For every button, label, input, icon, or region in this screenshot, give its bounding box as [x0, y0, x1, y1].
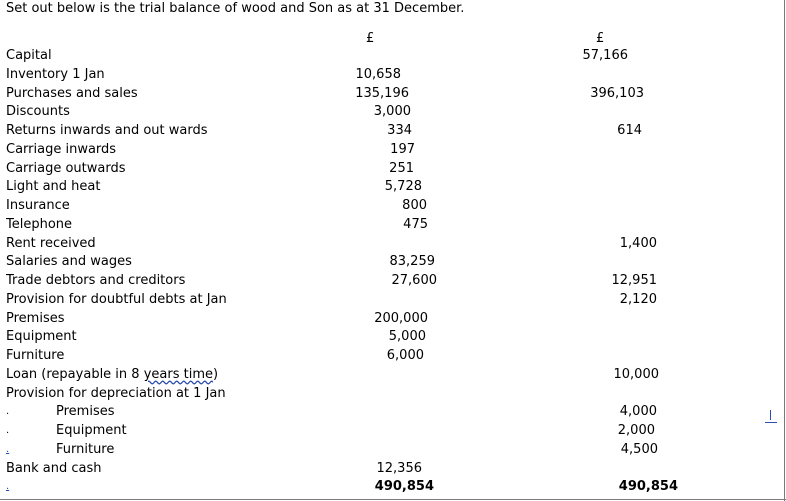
- debit-amount: 5,000: [388, 329, 426, 345]
- debit-amount: 5,728: [384, 179, 422, 195]
- trial-balance-row: [0, 422, 784, 441]
- account-label: Provision for depreciation at 1 Jan: [6, 385, 226, 401]
- account-label: Equipment: [6, 329, 77, 345]
- account-label: Rent received: [6, 235, 96, 251]
- page-border-right: [784, 0, 785, 501]
- trial-balance-row: [0, 216, 784, 235]
- trial-balance-row: [0, 178, 784, 197]
- trial-balance-row: [0, 441, 784, 460]
- trial-balance-row: [0, 403, 784, 422]
- debit-amount: 251: [389, 160, 414, 176]
- trial-balance-row: [0, 347, 784, 366]
- credit-column-header: £: [596, 31, 605, 46]
- debit-amount: 3,000: [373, 104, 411, 120]
- account-label: Salaries and wages: [6, 254, 132, 270]
- account-label: Returns inwards and out wards: [6, 123, 208, 138]
- account-label: Bank and cash: [6, 460, 102, 476]
- credit-amount: 2,000: [617, 423, 655, 438]
- trial-balance-row: [0, 122, 784, 141]
- account-label: Light and heat: [6, 179, 101, 195]
- spelling-flag-underline: years time: [143, 366, 213, 382]
- account-label: Furniture: [56, 441, 115, 457]
- account-label: Premises: [56, 404, 115, 420]
- account-label: Telephone: [6, 216, 73, 232]
- credit-amount: 57,166: [582, 48, 628, 63]
- debit-amount: 83,259: [389, 254, 435, 270]
- loan-label-prefix: Loan (repayable in 8: [6, 366, 144, 382]
- trial-balance-row: [0, 291, 784, 310]
- credit-amount: 1,400: [619, 235, 657, 251]
- account-label: Capital: [6, 48, 52, 63]
- debit-amount: 197: [390, 141, 415, 157]
- credit-amount: 396,103: [590, 85, 644, 101]
- trial-balance-row: [0, 385, 784, 404]
- intro-text: Set out below is the trial balance of wood and Son as at 31 December.: [6, 1, 465, 16]
- loan-label-suffix: ): [212, 366, 219, 382]
- debit-amount: 200,000: [374, 310, 428, 326]
- credit-amount: 4,000: [619, 404, 657, 420]
- trial-balance-row: [0, 253, 784, 272]
- trial-balance-row: [0, 141, 784, 160]
- account-label: Purchases and sales: [6, 85, 138, 101]
- trial-balance-row: [0, 197, 784, 216]
- account-label: Insurance: [6, 198, 70, 213]
- trial-balance-row: [0, 235, 784, 254]
- credit-amount: 614: [617, 123, 642, 138]
- trial-balance-row: [0, 47, 784, 66]
- debit-column-header: £: [366, 31, 375, 46]
- account-label: Premises: [6, 310, 65, 326]
- trial-balance-row: [0, 460, 784, 479]
- account-label: [6, 366, 218, 384]
- credit-amount: 12,951: [611, 273, 657, 288]
- debit-amount: 135,196: [355, 85, 409, 101]
- totals-row: [0, 478, 784, 497]
- bullet-dot-icon: .: [6, 406, 10, 418]
- bullet-dot-icon: .: [6, 481, 10, 493]
- bullet-dot-icon: .: [6, 425, 10, 436]
- trial-balance-row: [0, 66, 784, 85]
- edit-marker-icon: [765, 412, 777, 423]
- account-label: Carriage inwards: [6, 141, 117, 157]
- debit-amount: 800: [402, 198, 427, 213]
- account-label: Provision for doubtful debts at Jan: [6, 291, 227, 307]
- bullet-dot-icon: .: [6, 443, 10, 455]
- trial-balance-row: [0, 366, 784, 385]
- account-label: Discounts: [6, 104, 70, 120]
- debit-amount: 334: [387, 123, 412, 138]
- debit-amount: 27,600: [391, 273, 437, 288]
- account-label: Trade debtors and creditors: [6, 273, 186, 288]
- trial-balance-row: [0, 160, 784, 179]
- account-label: Carriage outwards: [6, 160, 126, 176]
- account-label: Equipment: [56, 423, 127, 438]
- trial-balance-row: [0, 85, 784, 104]
- page-border-bottom: [0, 499, 786, 500]
- trial-balance-row: [0, 310, 784, 329]
- credit-amount: 10,000: [613, 366, 659, 382]
- debit-amount: 475: [403, 216, 428, 232]
- debit-amount: 12,356: [376, 460, 422, 476]
- trial-balance-row: [0, 103, 784, 122]
- trial-balance-row: [0, 272, 784, 291]
- debit-amount: 10,658: [355, 66, 401, 82]
- account-label: Furniture: [6, 348, 65, 363]
- debit-total: 490,854: [374, 479, 434, 495]
- credit-amount: 4,500: [620, 441, 658, 457]
- credit-total: 490,854: [618, 479, 678, 495]
- debit-amount: 6,000: [386, 348, 424, 363]
- credit-amount: 2,120: [619, 291, 657, 307]
- trial-balance-row: [0, 328, 784, 347]
- account-label: Inventory 1 Jan: [6, 66, 105, 82]
